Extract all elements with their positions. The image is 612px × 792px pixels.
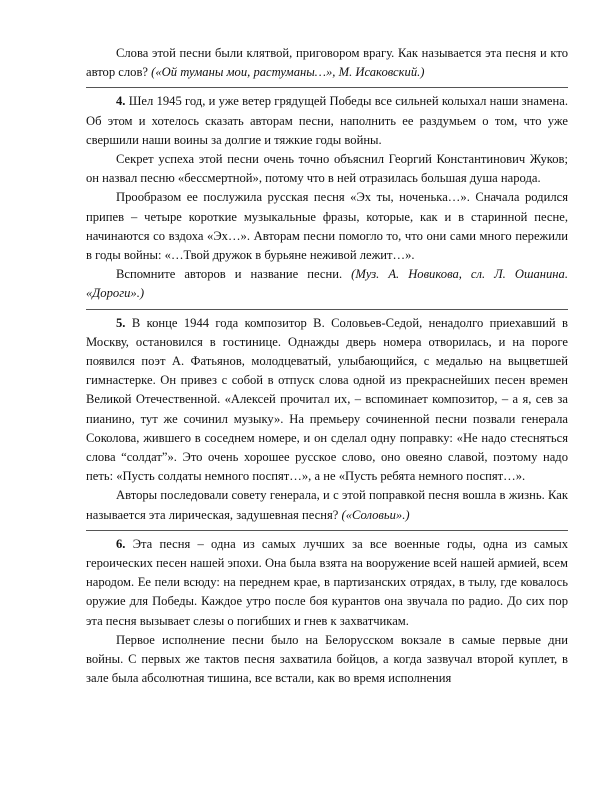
paragraph-text: Авторы последовали совету генерала, и с этой поправкой песня вошла в жизнь. Как называется эта лирическая, задушевная песня? [86, 488, 568, 522]
answer-text: («Ой туманы мои, растуманы…», М. Исаковский.) [151, 65, 425, 80]
section-divider [86, 530, 568, 531]
paragraph-question-4-prompt [86, 265, 568, 303]
paragraph-text: Прообразом ее послужила русская песня «Эх ты, ноченька…». Сначала родился припев – четыре короткие музыкальные фразы, которые, как и в старинной песне, начинаются со вздоха «Эх…». Авторам песни помогло то, что они сами много пережили в годы войны: «…Твой дружок в бурьяне неживой лежит…». [86, 190, 568, 263]
paragraph-text: В конце 1944 года композитор В. Соловьев-Седой, ненадолго приехавший в Москву, остановился в гостинице. Однажды дверь номера отворилась, и на пороге появился поэт А. Фатьянов, молодцеватый, улыбающийся, с медалью на выцветшей гимнастерке. Он привез с собой в отпуск слова одной из прекраснейших песен времен Великой Отечественной. «Алексей прочитал их, – вспоминает композитор, – а я, сев за пианино, тут же сочинил музыку». На премьеру сочиненной песни позвали генерала Соколова, жившего в соседнем номере, и он сделал одну поправку: «Не надо стесняться слова “солдат”». Это очень хорошее русское слово, оно овеяно славой, поэтому надо петь: «Пусть солдаты немного поспят…», а не «Пусть ребята немного поспят…». [86, 315, 568, 484]
paragraph-question-3-end [86, 44, 568, 82]
paragraph-text: Слова этой песни были клятвой, приговором врагу. Как называется эта песня и кто автор слов? [86, 46, 568, 80]
paragraph-text: Шел 1945 год, и уже ветер грядущей Победы все сильней колыхал наши знамена. Об этом и хотелось сказать авторам песни, наполнить ее раздумьем о том, что уже свершили наши воины за долгие и тяжкие годы войны. [86, 94, 568, 147]
paragraph-text: Первое исполнение песни было на Белорусском вокзале в самые первые дни войны. С первых же тактов песня захватила бойцов, а когда зазвучал второй куплет, в зале была абсолютная тишина, все встали, как во время исполнения [86, 632, 568, 686]
paragraph-zhukov [86, 150, 568, 188]
paragraph-question-4 [86, 92, 568, 150]
paragraph-prototype [86, 188, 568, 265]
paragraph-text: Вспомните авторов и название песни. [116, 267, 352, 282]
paragraph-text: Эта песня – одна из самых лучших за все военные годы, одна из самых героических песен нашей эпохи. Она была взята на вооружение всей нашей армией, всем народом. Ее пели всюду: на переднем крае, в партизанских отрядах, в тылу, где ковалось оружие для Победы. Каждое утро после боя курантов она звучала по радио. До сих пор эта песня вызывает слезы о погибших и гнев к захватчикам. [86, 536, 568, 628]
answer-text: («Соловьи».) [341, 507, 410, 522]
section-divider [86, 309, 568, 310]
section-divider [86, 87, 568, 88]
paragraph-question-6 [86, 535, 568, 631]
paragraph-question-5-prompt [86, 486, 568, 524]
paragraph-question-5 [86, 314, 568, 487]
document-body [86, 44, 568, 689]
answer-text: (Муз. А. Новикова, сл. Л. Ошанина. «Дороги».) [86, 267, 568, 301]
paragraph-text: Секрет успеха этой песни очень точно объяснил Георгий Константинович Жуков; он назвал песню «бессмертной», потому что в ней отразилась большая душа народа. [86, 152, 568, 186]
paragraph-first-performance [86, 631, 568, 689]
question-number: 4. [116, 94, 126, 109]
question-number: 5. [116, 315, 126, 330]
question-number: 6. [116, 536, 126, 551]
